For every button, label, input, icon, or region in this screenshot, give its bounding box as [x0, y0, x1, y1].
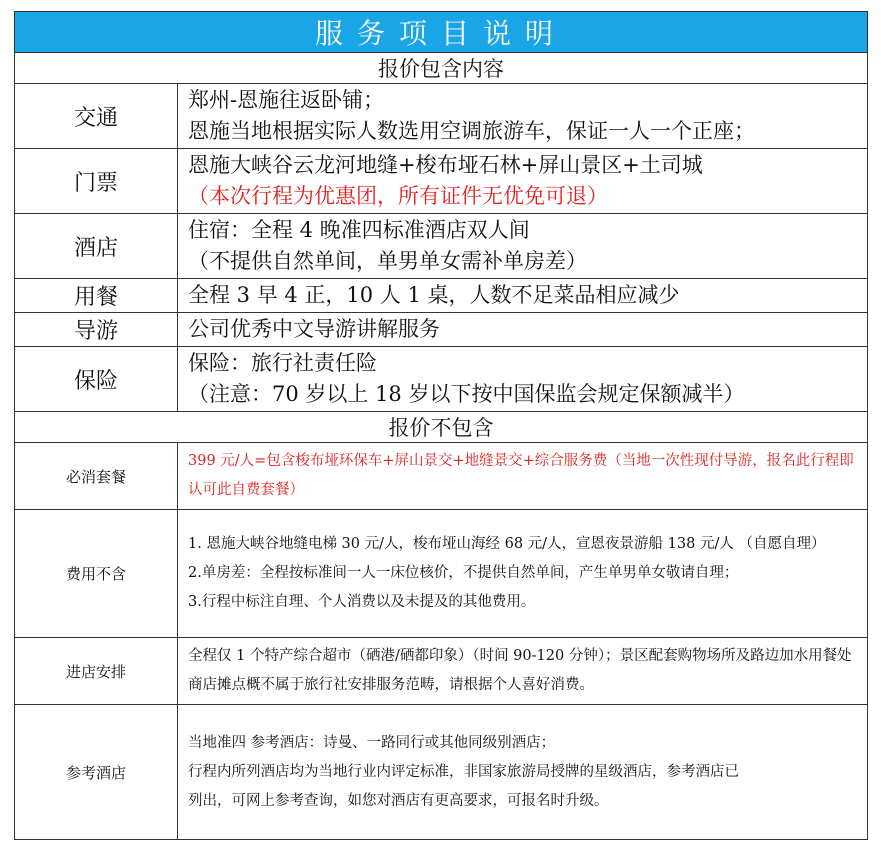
row-text: 1. 恩施大峡谷地缝电梯 30 元/人，梭布垭山海经 68 元/人，宣恩夜景游船 138 元/人 （自愿自理）	[188, 536, 826, 552]
table-row	[15, 149, 868, 214]
table-row	[15, 214, 868, 279]
page-title: 服务项目说明	[15, 12, 868, 53]
row-text: 公司优秀中文导游讲解服务	[188, 317, 440, 341]
row-label: 参考酒店	[15, 705, 178, 840]
row-label: 保险	[15, 347, 178, 412]
row-text: 3.行程中标注自理、个人消费以及未提及的其他费用。	[188, 594, 536, 610]
row-text: 恩施当地根据实际人数选用空调旅游车，保证一人一个正座；	[188, 119, 755, 143]
row-text: 列出，可网上参考查询，如您对酒店有更高要求，可报名时升级。	[188, 792, 609, 809]
row-label: 必消套餐	[15, 443, 178, 510]
row-label: 用餐	[15, 279, 178, 313]
service-table	[14, 11, 868, 840]
table-row	[15, 638, 868, 705]
table-row	[15, 313, 868, 347]
excluded-header: 报价不包含	[15, 412, 868, 443]
row-text: 行程内所列酒店均为当地行业内评定标准，非国家旅游局授牌的星级酒店，参考酒店已	[188, 763, 739, 780]
table-row	[15, 347, 868, 412]
row-text: 住宿：全程 4 晚准四标准酒店双人间	[188, 218, 530, 242]
row-label: 酒店	[15, 214, 178, 279]
table-row	[15, 510, 868, 638]
row-label: 门票	[15, 149, 178, 214]
table-row	[15, 705, 868, 840]
row-label: 交通	[15, 84, 178, 149]
table-row	[15, 279, 868, 313]
row-notice: （本次行程为优惠团，所有证件无优免可退）	[188, 184, 608, 208]
table-row	[15, 84, 868, 149]
row-text: 恩施大峡谷云龙河地缝+梭布垭石林+屏山景区+土司城	[188, 153, 703, 177]
row-text: 郑州-恩施往返卧铺；	[188, 88, 385, 112]
row-text: 保险：旅行社责任险	[188, 351, 377, 375]
row-text: 当地准四 参考酒店：诗曼、一路同行或其他同级别酒店；	[188, 734, 556, 751]
package-notice: 399 元/人=包含梭布垭环保车+屏山景交+地缝景交+综合服务费（当地一次性现付导游，报名此行程即认可此自费套餐）	[188, 453, 854, 498]
included-header: 报价包含内容	[15, 53, 868, 84]
row-text: （不提供自然单间，单男单女需补单房差）	[188, 249, 587, 273]
table-row	[15, 443, 868, 510]
row-text: 全程仅 1 个特产综合超市（硒港/硒都印象）（时间 90-120 分钟）；景区配套购物场所及路边加水用餐处商店摊点概不属于旅行社安排服务范畴，请根据个人喜好消费。	[188, 648, 852, 693]
row-label: 进店安排	[15, 638, 178, 705]
row-label: 费用不含	[15, 510, 178, 638]
service-description-sheet	[14, 11, 867, 840]
row-text: （注意：70 岁以上 18 岁以下按中国保监会规定保额减半）	[188, 382, 745, 406]
row-text: 全程 3 早 4 正，10 人 1 桌，人数不足菜品相应减少	[188, 283, 680, 307]
row-label: 导游	[15, 313, 178, 347]
row-text: 2.单房差：全程按标准间一人一床位核价，不提供自然单间，产生单男单女敬请自理；	[188, 565, 739, 581]
